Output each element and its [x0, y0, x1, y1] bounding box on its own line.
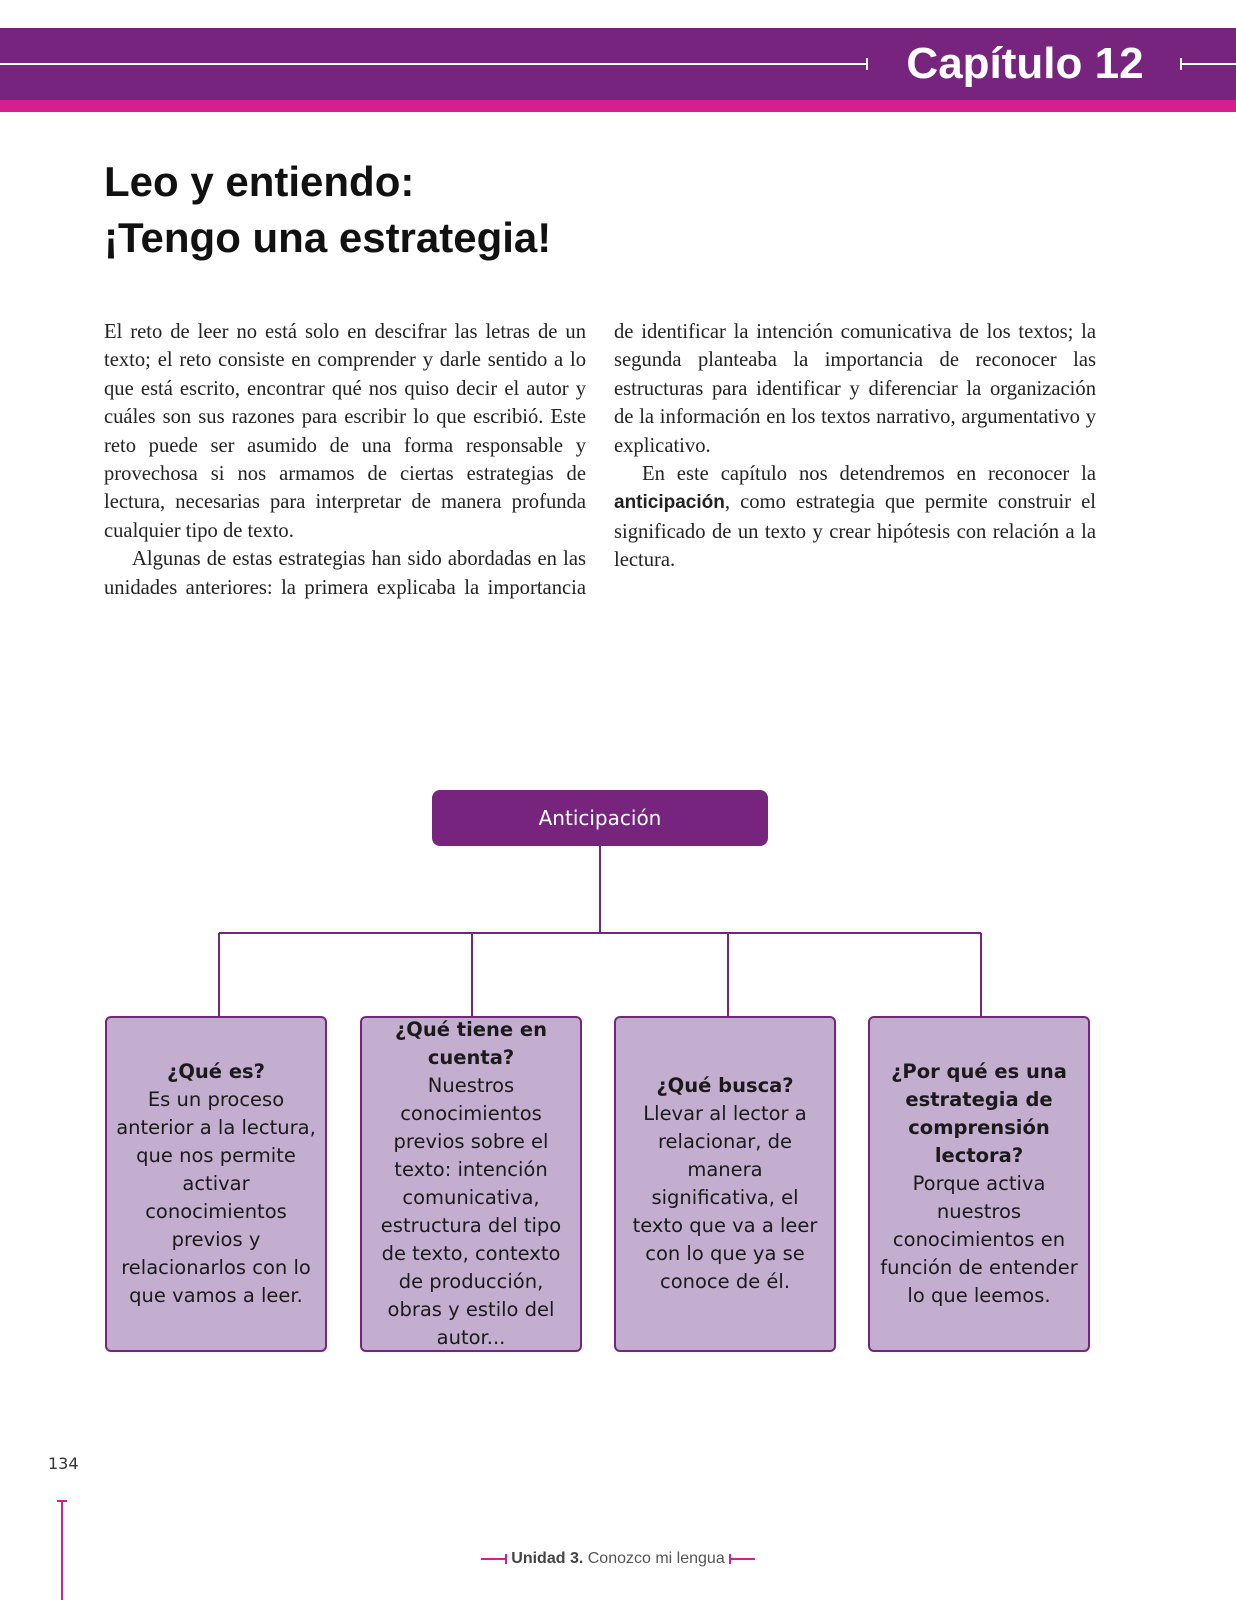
running-footer [0, 1550, 1236, 1568]
concept-node-what-considers [360, 1016, 582, 1352]
node-answer: Es un proceso anterior a la lectura, que nos permite activar conocimientos previos y relacionarlos con lo que vamos a leer. [116, 1088, 316, 1307]
page-title [104, 154, 551, 266]
paragraph-1: El reto de leer no está solo en descifrar las letras de un texto; el reto consiste en comprender y darle sentido a lo que está escrito, encontrar qué nos quiso decir el autor y cuáles son sus razones para escribir lo que escribió. Este reto puede ser asumido de una forma responsable y provechosa si nos armamos de ciertas estrategias de lectura, necesarias para interpretar de manera profunda cualquier tipo de texto. [104, 321, 586, 542]
footer-dash-left [481, 1558, 507, 1560]
footer-dash-right [729, 1558, 755, 1560]
paragraph-2-continued: de identificar la intención comunicativa de los textos; la segunda planteaba la importancia de reconocer las estructuras para identificar y diferenciar la organización de la información en los textos narrativo, argumentativo y explicativo. [614, 321, 1096, 457]
paragraph-3-keyword: anticipación [614, 492, 725, 514]
node-question: ¿Qué busca? [656, 1074, 794, 1097]
concept-map [0, 780, 1236, 1360]
concept-node-what-seeks [614, 1016, 836, 1352]
paragraph-2: Algunas de estas estrategias han sido abordadas en las unidades anteriores: la primera explicaba la importancia [104, 548, 586, 599]
node-question: ¿Qué tiene en cuenta? [394, 1018, 548, 1069]
page-title-line-2: ¡Tengo una estrategia! [104, 214, 552, 261]
node-question: ¿Por qué es una estrategia de comprensión lectora? [891, 1060, 1067, 1167]
paragraph-3 [614, 460, 1096, 575]
header-rule-left [0, 63, 866, 65]
concept-node-what-is [105, 1016, 327, 1352]
concept-map-root: Anticipación [432, 790, 768, 846]
header-rule-tick-left [866, 58, 868, 70]
header-rule-right [1180, 63, 1236, 65]
concept-node-why-strategy [868, 1016, 1090, 1352]
body-column-left [104, 318, 586, 602]
body-column-right [614, 318, 1096, 575]
chapter-header-stripe [0, 100, 1236, 112]
page-title-line-1: Leo y entiendo: [104, 158, 415, 205]
footer-unit-title: Conozco mi lengua [587, 1550, 725, 1567]
node-answer: Porque activa nuestros conocimientos en función de entender lo que leemos. [880, 1172, 1078, 1307]
page-number: 134 [48, 1454, 79, 1473]
paragraph-3-start: En este capítulo nos detendremos en reconocer la [642, 463, 1096, 486]
footer-unit-label: Unidad 3. [511, 1550, 584, 1567]
node-answer: Llevar al lector a relacionar, de manera significativa, el texto que va a leer con lo que ya se conoce de él. [632, 1102, 818, 1293]
node-answer: Nuestros conocimientos previos sobre el texto: intención comunicativa, estructura del tipo de texto, contexto de producción, obras y estilo del autor... [380, 1074, 562, 1349]
node-question: ¿Qué es? [167, 1060, 265, 1083]
paragraph-3-end: , como estrategia que permite construir el significado de un texto y crear hipótesis con relación a la lectura. [614, 491, 1096, 572]
chapter-title: Capítulo 12 [906, 39, 1144, 88]
